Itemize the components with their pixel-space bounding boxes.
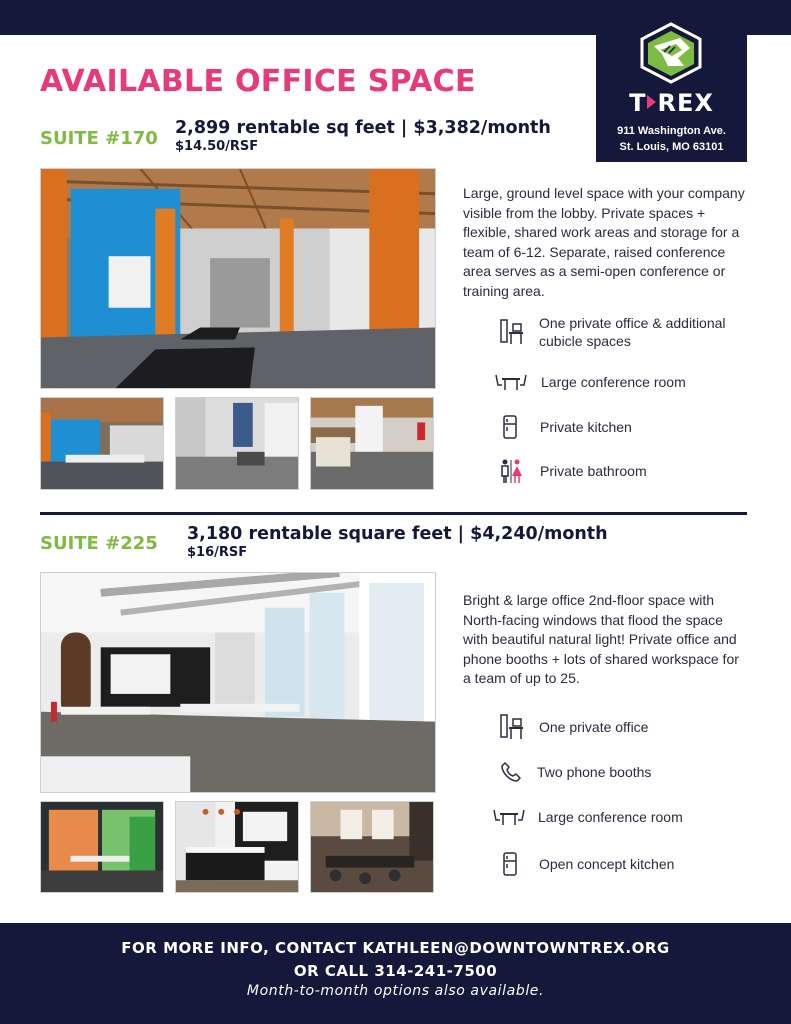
conference-table-icon xyxy=(494,367,528,397)
feature-bathroom xyxy=(496,456,647,486)
suite-170-thumb-2 xyxy=(175,397,299,490)
suite-225-label: SUITE #225 xyxy=(40,533,158,554)
feature-label: Two phone booths xyxy=(537,764,652,780)
feature-label: Large conference room xyxy=(538,809,683,825)
footer-note: Month-to-month options also available. xyxy=(246,983,545,999)
trex-logo-icon xyxy=(638,22,704,84)
feature-private-office xyxy=(497,317,729,347)
suite-170-description: Large, ground level space with your company visible from the lobby. Private spaces + flexible, shared work areas and storage for a team of 6-12. Separate, raised conference area serves as a semi-open conference or training area. xyxy=(463,185,745,299)
logo-address-line2: St. Louis, MO 63101 xyxy=(619,141,724,153)
suite-170-headline: 2,899 rentable sq feet | $3,382/month xyxy=(175,118,551,138)
feature-private-office xyxy=(497,712,648,742)
feature-kitchen xyxy=(495,849,674,879)
suite-170-main-photo xyxy=(40,168,436,389)
suite-225-thumb-2 xyxy=(175,801,299,893)
office-desk-icon xyxy=(497,317,527,347)
page-title: AVAILABLE OFFICE SPACE xyxy=(40,64,476,99)
fridge-icon xyxy=(495,849,525,879)
logo-name: T REX xyxy=(629,89,714,117)
footer-contact-phone[interactable]: OR CALL 314-241-7500 xyxy=(293,962,498,980)
suite-170-label: SUITE #170 xyxy=(40,128,158,149)
suite-170-thumb-1 xyxy=(40,397,164,490)
section-divider xyxy=(40,512,747,515)
suite-170-rate: $14.50/RSF xyxy=(175,139,259,154)
suite-225-headline: 3,180 rentable square feet | $4,240/month xyxy=(187,524,608,544)
logo-address-line1: 911 Washington Ave. xyxy=(617,125,726,137)
footer-bar xyxy=(0,923,791,1024)
suite-170-thumb-3 xyxy=(310,397,434,490)
suite-225-rate: $16/RSF xyxy=(187,545,248,560)
feature-phone-booths xyxy=(496,757,651,787)
feature-label: Open concept kitchen xyxy=(539,856,675,872)
feature-label: Private kitchen xyxy=(540,419,632,435)
feature-conference-room xyxy=(492,802,683,832)
suite-225-thumb-1 xyxy=(40,801,164,893)
suite-225-main-photo xyxy=(40,572,436,793)
feature-label: Large conference room xyxy=(541,374,686,390)
conference-table-icon xyxy=(492,802,526,832)
restroom-icon xyxy=(496,456,526,486)
logo-triangle-icon xyxy=(647,95,656,109)
trex-logo-block xyxy=(596,0,747,162)
fridge-icon xyxy=(495,412,525,442)
feature-kitchen xyxy=(495,412,632,442)
phone-icon xyxy=(496,757,526,787)
footer-contact-email[interactable]: FOR MORE INFO, CONTACT KATHLEEN@DOWNTOWNTREX.ORG xyxy=(121,939,670,957)
feature-label: One private office xyxy=(539,719,649,735)
office-desk-icon xyxy=(497,712,527,742)
suite-225-thumb-3 xyxy=(310,801,434,893)
feature-label: One private office & additional cubicle spaces xyxy=(539,315,726,349)
suite-225-description: Bright & large office 2nd-floor space with North-facing windows that flood the space with beautiful natural light! Private office and phone booths + lots of shared workspace for a team of up to 25. xyxy=(463,592,739,686)
feature-conference-room xyxy=(494,367,686,397)
feature-label: Private bathroom xyxy=(540,463,647,479)
